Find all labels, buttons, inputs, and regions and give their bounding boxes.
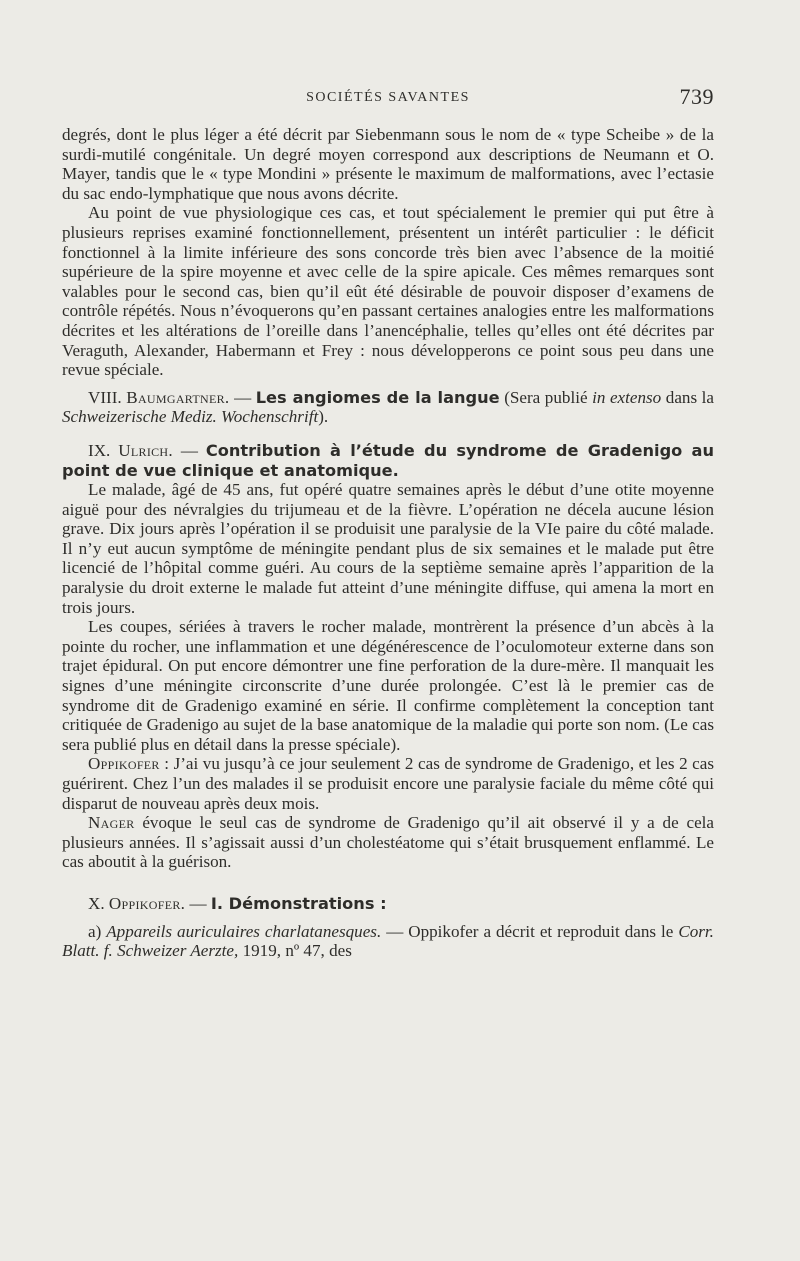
journal-name: Schweizerische Mediz. Wochenschrift [62,407,319,427]
dash: — [180,440,198,460]
in-extenso: in extenso [592,387,662,407]
dash: — [189,893,207,913]
page-number: 739 [679,84,714,109]
section-title: I. Démonstrations : [210,893,387,913]
author-name: Baumgartner. [126,387,230,407]
paragraph: Le malade, âgé de 45 ans, fut opéré quatre semaines après le début d’une otite moyenne aiguë pour des névralgies du trijumeau et de la fièvre. L’opération ne décela aucune lésion grave. Dix jours après l’opération il se produisit une paralysie de la VIe paire du côté malade. Il n’y eut aucun symptôme de méningite pendant plus de six semaines et le malade put être licencié de l’hôpital comme guéri. Au cours de la septième semaine après l’apparition de la paralysie du droit externe le malade fut atteint d’une méningite diffuse, qui amena la mort en trois jours. [62,480,714,617]
dans-la: dans la [665,387,715,407]
journal-name: Corr. Blatt. f. Schweizer Aerzte, [62,921,714,961]
section-number: X. [88,893,105,913]
paragraph: Au point de vue physiologique ces cas, et tout spécialement le premier qui put être à plusieurs reprises examiné fonctionnellement, présentent un intérêt particulier : le déficit fonctionnel à la limite inférieure des sons concorde très bien avec l’absence de la moitié supérieure de la spire moyenne et avec celle de la spire apicale. Ces mêmes remarques sont valables pour le second cas, bien qu’il eût été désirable de pouvoir disposer d’examens de contrôle répétés. Nous n’évoquerons qu’en passant certaines analogies entre les malformations décrites et les altérations de l’oreille dans l’anencéphalie, telles qu’elles ont été décrites par Veraguth, Alexander, Habermann et Frey : nous développerons ce point sous peu dans une revue spéciale. [62,203,714,380]
running-head [62,82,714,112]
publication-note-open: (Sera publié [504,387,588,407]
section-title: Contribution à l’étude du syndrome de Gradenigo au point de vue clinique et anatomique. [62,440,714,480]
section-x-heading [62,894,714,914]
discussion-oppikofer [62,754,714,813]
paragraph: degrés, dont le plus léger a été décrit par Siebenmann sous le nom de « type Scheibe » de la surdi-mutilé congénitale. Un degré moyen correspond aux descriptions de Neumann et O. Mayer, tandis que le « type Mondini » présente le maximum de malformations, avec l’ectasie du sac endo-lymphatique que nous avons décrite. [62,125,714,203]
dash: — [234,387,252,407]
item-text: 1919, nº 47, des [242,941,352,961]
section-title: Les angiomes de la langue [255,387,500,407]
publication-note-close: ). [318,407,329,427]
section-ix-heading [62,441,714,480]
item-a [62,922,714,961]
paragraph: Les coupes, sériées à travers le rocher malade, montrèrent la présence d’un abcès à la pointe du rocher, une inflammation et une dégénérescence de l’oculomoteur externe dans son trajet épidural. On put encore démontrer une fine perforation de la dure-mère. Il manquait les signes d’une méningite circonscrite d’une durée prolongée. C’est là le premier cas de syndrome dit de Gradenigo examiné en série. Il confirme complètement la conception tant critiquée de Gradenigo au sujet de la base anatomique de la maladie qui porte son nom. (Le cas sera publié plus en détail dans la presse spéciale). [62,617,714,754]
running-title: SOCIÉTÉS SAVANTES [306,90,470,105]
item-label: a) [88,921,102,941]
body-text [62,125,714,961]
discussion-text: évoque le seul cas de syndrome de Gradenigo qu’il ait observé il y a de cela plusieurs années. Il s’agissait aussi d’un cholestéatome qui s’était brusquement enflammé. Le cas aboutit à la guérison. [62,813,714,872]
discussion-nager [62,813,714,872]
item-title: Appareils auriculaires charlatanesques. [106,921,382,941]
item-text: — Oppikofer a décrit et reproduit dans le [386,921,674,941]
section-viii [62,388,714,427]
author-name: Oppikofer. [108,893,186,913]
discussant-name: Oppikofer [88,754,160,774]
discussant-name: Nager [88,813,135,833]
discussion-text: : J’ai vu jusqu’à ce jour seulement 2 cas de syndrome de Gradenigo, et les 2 cas guérirent. Chez l’un des malades il se produisit encore une paralysie faciale du même côté qui disparut de nouveau après deux mois. [62,754,714,813]
author-name: Ulrich. [118,440,173,460]
section-number: VIII. [88,387,122,407]
section-number: IX. [88,440,111,460]
